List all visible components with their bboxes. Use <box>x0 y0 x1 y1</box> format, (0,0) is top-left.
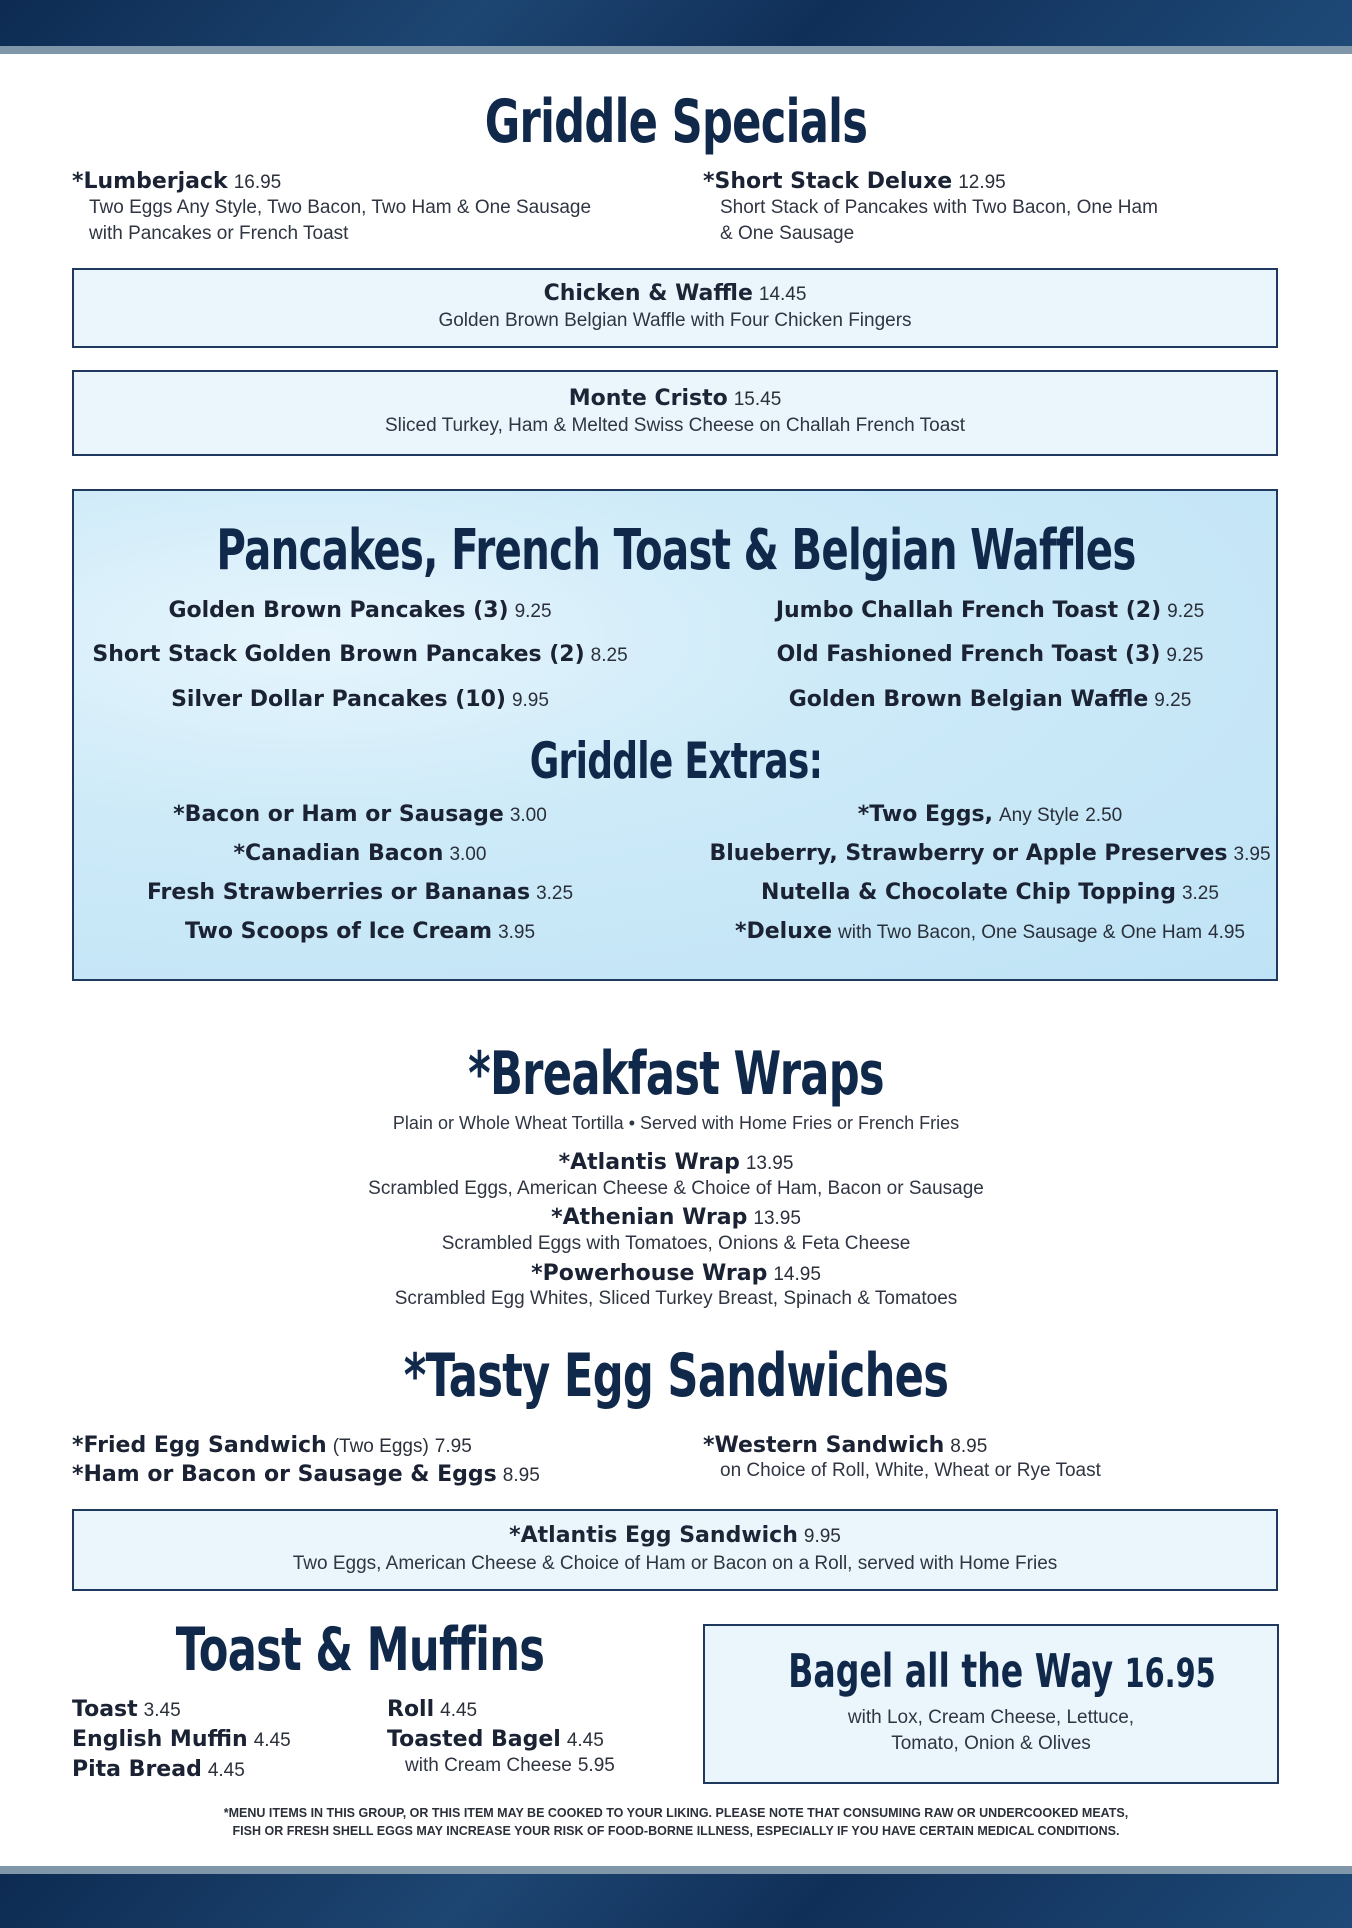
cream-cheese-option <box>405 1753 615 1779</box>
item-price: 13.95 <box>745 1153 794 1174</box>
item-price: 12.95 <box>958 172 1006 193</box>
wrap-item-2 <box>0 1203 1352 1233</box>
item-name: *Lumberjack <box>72 169 228 194</box>
item-name: *Short Stack Deluxe <box>703 169 953 194</box>
atlantis-egg-sandwich-box <box>72 1509 1278 1591</box>
toast-left-3 <box>72 1756 245 1784</box>
top-banner <box>0 0 1352 54</box>
item-name: Jumbo Challah French Toast (2) <box>775 598 1162 623</box>
monte-cristo-box <box>72 370 1278 456</box>
item-price: 13.95 <box>753 1208 801 1229</box>
extra-left-4 <box>80 917 640 947</box>
item-desc: Sliced Turkey, Ham & Melted Swiss Cheese on Challah French Toast <box>384 415 966 436</box>
item-name: English Muffin <box>72 1727 248 1752</box>
bagel-all-the-way-box <box>703 1624 1279 1784</box>
item-price: 3.95 <box>498 922 536 943</box>
bagel-desc-2: Tomato, Onion & Olives <box>891 1733 1091 1754</box>
western-sandwich-item <box>703 1432 987 1460</box>
item-note: Any Style <box>998 805 1080 826</box>
item-name: Silver Dollar Pancakes (10) <box>171 687 506 712</box>
griddle-extras-title: Griddle Extras: <box>529 732 823 790</box>
item-price: 3.00 <box>509 805 547 826</box>
bagel-price: 16.95 <box>1124 1651 1216 1697</box>
ham-bacon-eggs-item <box>72 1461 540 1489</box>
item-name: Toasted Bagel <box>387 1727 561 1752</box>
item-price: 9.25 <box>1166 645 1204 666</box>
lumberjack-item <box>72 168 281 196</box>
griddle-specials-title: Griddle Specials <box>484 87 868 157</box>
option-price: 5.95 <box>577 1755 615 1776</box>
lumberjack-desc-1: Two Eggs Any Style, Two Bacon, Two Ham & One Sausage <box>89 197 592 218</box>
chicken-waffle-box <box>72 268 1278 348</box>
wrap-item-3 <box>0 1259 1352 1289</box>
pancake-left-3 <box>80 685 640 715</box>
pancake-left-2 <box>80 640 640 670</box>
item-price: 9.95 <box>803 1526 841 1547</box>
toast-left-2 <box>72 1726 291 1754</box>
item-price: 16.95 <box>233 172 282 193</box>
fried-egg-sandwich-item <box>72 1432 472 1460</box>
item-price: 4.45 <box>207 1760 245 1781</box>
item-price: 7.95 <box>434 1436 472 1457</box>
extra-right-3 <box>700 878 1280 908</box>
item-name: *Two Eggs, <box>857 802 993 827</box>
item-name: *Athenian Wrap <box>551 1205 748 1230</box>
pancake-right-2 <box>700 640 1280 670</box>
item-price: 9.25 <box>1167 601 1205 622</box>
item-price: 9.25 <box>1154 690 1192 711</box>
item-price: 3.45 <box>143 1700 181 1721</box>
item-price: 8.95 <box>502 1465 540 1486</box>
item-price: 4.95 <box>1208 922 1245 943</box>
item-name: Golden Brown Belgian Waffle <box>788 687 1149 712</box>
wrap-item-1 <box>0 1148 1352 1178</box>
short-stack-deluxe-item <box>703 168 1006 196</box>
option-desc: with Cream Cheese <box>405 1755 572 1776</box>
short-stack-deluxe-desc-2: & One Sausage <box>720 223 855 244</box>
item-name: *Fried Egg Sandwich <box>72 1433 327 1458</box>
bagel-desc-1: with Lox, Cream Cheese, Lettuce, <box>847 1707 1135 1728</box>
item-price: 2.50 <box>1085 805 1123 826</box>
extra-right-1 <box>700 800 1280 830</box>
item-price: 4.45 <box>440 1700 478 1721</box>
extra-left-3 <box>80 878 640 908</box>
item-name: Fresh Strawberries or Bananas <box>146 880 531 905</box>
wraps-subtitle: Plain or Whole Wheat Tortilla • Served with Home Fries or French Fries <box>392 1113 960 1133</box>
item-price: 8.95 <box>950 1436 988 1457</box>
item-name: Two Scoops of Ice Cream <box>184 919 493 944</box>
extra-left-2 <box>80 839 640 869</box>
item-name: *Deluxe <box>734 919 832 944</box>
item-price: 3.00 <box>449 844 487 865</box>
item-price: 3.95 <box>1233 844 1271 865</box>
extra-right-4 <box>700 917 1280 947</box>
item-desc: Golden Brown Belgian Waffle with Four Chicken Fingers <box>438 310 912 331</box>
toast-muffins-title: Toast & Muffins <box>175 1615 545 1685</box>
pancake-left-1 <box>80 596 640 626</box>
breakfast-wraps-title: *Breakfast Wraps <box>468 1039 884 1109</box>
item-price: 3.25 <box>536 883 574 904</box>
item-name: Old Fashioned French Toast (3) <box>776 642 1161 667</box>
wrap-desc-1: Scrambled Eggs, American Cheese & Choice of Ham, Bacon or Sausage <box>368 1178 984 1199</box>
pancake-right-3 <box>700 685 1280 715</box>
item-name: *Atlantis Egg Sandwich <box>509 1523 798 1548</box>
lumberjack-desc-2: with Pancakes or French Toast <box>89 223 349 244</box>
item-name: *Canadian Bacon <box>233 841 444 866</box>
item-name: *Western Sandwich <box>703 1433 945 1458</box>
pancake-right-1 <box>700 596 1280 626</box>
item-name: Blueberry, Strawberry or Apple Preserves <box>709 841 1228 866</box>
item-price: 8.25 <box>590 645 628 666</box>
item-desc: Two Eggs, American Cheese & Choice of Ham or Bacon on a Roll, served with Home Fries <box>292 1553 1058 1574</box>
item-price: 9.25 <box>514 601 552 622</box>
item-name: Monte Cristo <box>568 386 728 411</box>
item-name: Golden Brown Pancakes (3) <box>168 598 509 623</box>
extra-right-2 <box>700 839 1280 869</box>
toast-left-1 <box>72 1696 181 1724</box>
item-price: 9.95 <box>511 690 549 711</box>
toast-right-2 <box>387 1726 604 1754</box>
item-note: with Two Bacon, One Sausage & One Ham <box>838 922 1203 943</box>
item-name: *Bacon or Ham or Sausage <box>173 802 504 827</box>
bagel-title: Bagel all the Way <box>788 1644 1114 1698</box>
pancakes-title: Pancakes, French Toast & Belgian Waffles <box>216 518 1136 583</box>
toast-right-1 <box>387 1696 477 1724</box>
item-price: 4.45 <box>253 1730 291 1751</box>
item-note: (Two Eggs) <box>332 1436 429 1457</box>
disclaimer-line-2: FISH OR FRESH SHELL EGGS MAY INCREASE YOUR RISK OF FOOD-BORNE ILLNESS, ESPECIALLY IF YOU HAVE CERTAIN MEDICAL CONDITIONS. <box>232 1824 1120 1838</box>
item-price: 14.45 <box>758 284 807 305</box>
item-name: Chicken & Waffle <box>543 281 753 306</box>
western-sandwich-desc: on Choice of Roll, White, Wheat or Rye Toast <box>720 1460 1101 1481</box>
bottom-banner <box>0 1866 1352 1928</box>
item-name: *Powerhouse Wrap <box>531 1261 768 1286</box>
item-name: Nutella & Chocolate Chip Topping <box>761 880 1176 905</box>
item-price: 4.45 <box>566 1730 604 1751</box>
short-stack-deluxe-desc-1: Short Stack of Pancakes with Two Bacon, One Ham <box>720 197 1158 218</box>
item-name: *Atlantis Wrap <box>558 1150 740 1175</box>
item-price: 3.25 <box>1181 883 1219 904</box>
item-name: Pita Bread <box>72 1757 202 1782</box>
item-price: 15.45 <box>733 389 782 410</box>
item-price: 14.95 <box>773 1264 821 1285</box>
egg-sandwiches-title: *Tasty Egg Sandwiches <box>403 1341 949 1411</box>
disclaimer-line-1: *MENU ITEMS IN THIS GROUP, OR THIS ITEM MAY BE COOKED TO YOUR LIKING. PLEASE NOTE THAT CONSUMING RAW OR UNDERCOOKED MEATS, <box>223 1806 1129 1820</box>
item-name: Toast <box>72 1697 138 1722</box>
extra-left-1 <box>80 800 640 830</box>
item-name: Short Stack Golden Brown Pancakes (2) <box>92 642 585 667</box>
item-name: Roll <box>387 1697 435 1722</box>
item-name: *Ham or Bacon or Sausage & Eggs <box>72 1462 497 1487</box>
wrap-desc-3: Scrambled Egg Whites, Sliced Turkey Breast, Spinach & Tomatoes <box>394 1288 958 1309</box>
wrap-desc-2: Scrambled Eggs with Tomatoes, Onions & Feta Cheese <box>441 1233 911 1254</box>
